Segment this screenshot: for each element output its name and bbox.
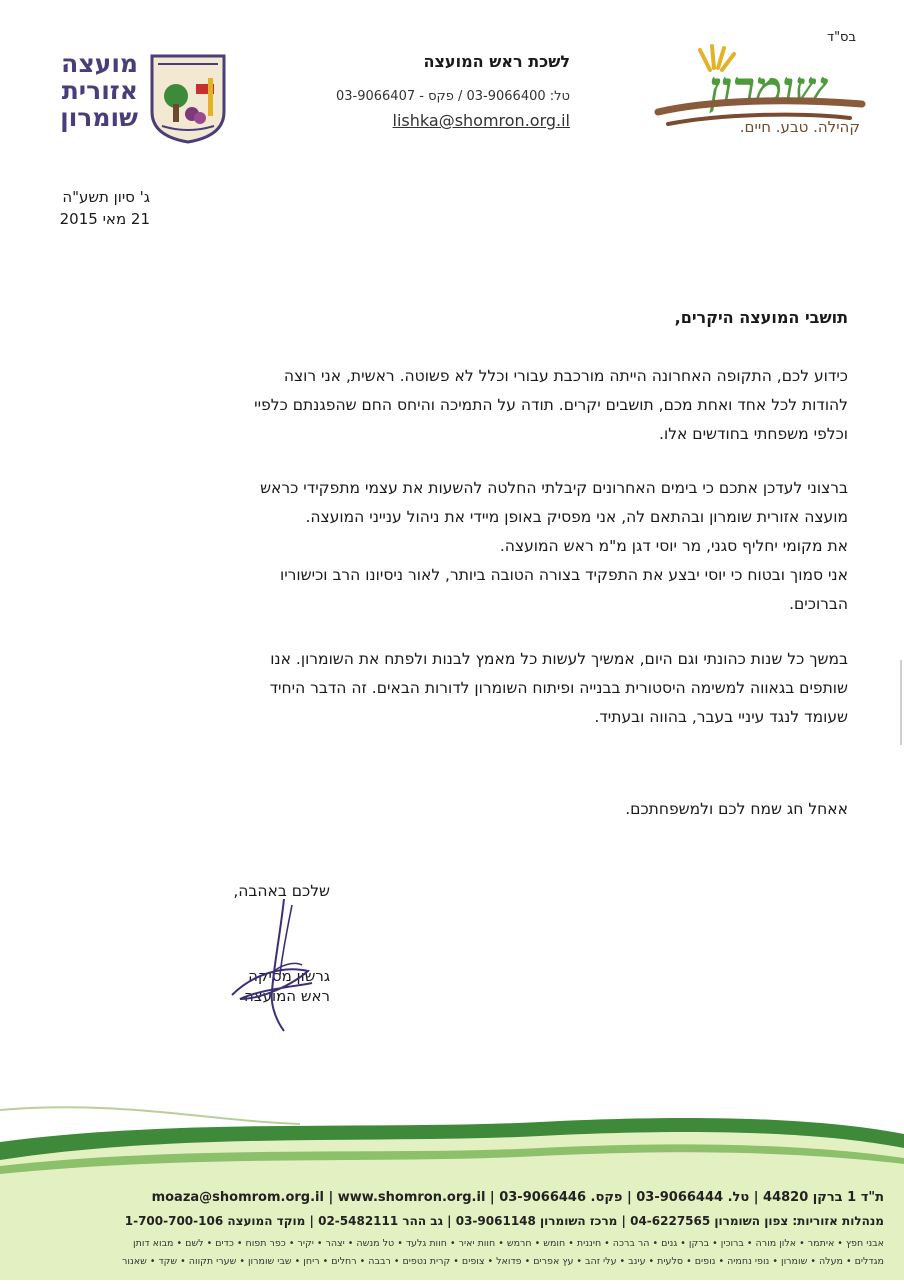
footer-settlements-2: מגדלים • מעלה • שומרון • נופי נחמיה • נופים • סלעית • עינב • עלי זהב • עץ אפרים • פדואל • צופים • קרית נטפים • רבבה • רחלים • ריחן • שבי שומרון • שערי תקווה • שקד • שאנור — [122, 1256, 884, 1267]
logo-wordmark: שומרון — [709, 61, 827, 115]
hebrew-date: ג' סיון תשע"ה — [62, 188, 150, 206]
office-block — [320, 52, 570, 130]
paragraph-1 — [140, 362, 848, 449]
council-name — [38, 50, 138, 131]
closing-wish: אאחל חג שמח לכם ולמשפחתכם. — [625, 800, 848, 818]
signer-name: גרשון מסיקה — [248, 967, 330, 985]
logo-slogan: קהילה. טבע. חיים. — [739, 118, 860, 136]
paragraph-3 — [140, 645, 848, 732]
paragraph-line: במשך כל שנות כהונתי וגם היום, אמשיך לעשות כל מאמץ לבנות ולפתח את השומרון. אנו — [270, 650, 848, 668]
paragraph-line: להודות לכל אחד ואחת מכם, תושבים יקרים. תודה על התמיכה והיחס החם שהפגנתם כלפיי — [254, 396, 848, 414]
council-name-line-2: אזורית — [61, 76, 138, 105]
paragraph-line: את מקומי יחליף סגני, מר יוסי דגן מ"מ ראש המועצה. — [499, 537, 848, 555]
handwritten-signature — [222, 895, 322, 1035]
paragraph-line: שעומד לנגד עיניי בעבר, בהווה ובעתיד. — [594, 708, 848, 726]
office-title: לשכת ראש המועצה — [423, 52, 570, 71]
paragraph-2 — [140, 474, 848, 619]
office-email-link[interactable]: lishka@shomron.org.il — [392, 111, 570, 130]
office-phone: טל: 03-9066400 / פקס - 03-9066407 — [335, 89, 570, 104]
page-edge-line — [900, 660, 902, 745]
paragraph-line: ברצוני לעדכן אתכם כי בימים האחרונים קיבלתי החלטה להשעות את עצמי מתפקידי כראש — [260, 479, 848, 497]
council-name-line-3: שומרון — [60, 103, 138, 132]
paragraph-line: וכלפי משפחתי בחודשים אלו. — [659, 425, 848, 443]
footer-regional-offices: מנהלות אזוריות: צפון השומרון 04-6227565 | מרכז השומרון 03-9061148 | גב ההר 02-5482111 | מוקד המועצה 1-700-700-106 — [124, 1214, 884, 1228]
council-emblem — [148, 52, 228, 144]
paragraph-line: אני סמוך ובטוח כי יוסי יבצע את התפקיד בצורה הטובה ביותר, לאור ניסיונו הרב וכישוריו — [279, 566, 848, 584]
letter-greeting: תושבי המועצה היקרים, — [674, 308, 848, 327]
footer-contact-line: ת"ד 1 ברקן 44820 | טל. 03-9066444 | פקס. 03-9066446 | moaza@shomrom.org.il | www.shomron.org.il — [151, 1190, 884, 1205]
paragraph-line: שותפים בגאווה למשימה היסטורית בבנייה ופיתוח השומרון לדורות הבאים. זה הדבר היחיד — [269, 679, 848, 697]
gregorian-date: 21 מאי 2015 — [59, 210, 150, 228]
paragraph-line: הברוכים. — [789, 595, 848, 613]
paragraph-line: כידוע לכם, התקופה האחרונה הייתה מורכבת עבורי וכלל לא פשוטה. ראשית, אני רוצה — [283, 367, 848, 385]
council-name-line-1: מועצה — [61, 49, 138, 78]
letter-date — [40, 186, 150, 230]
sign-off: שלכם באהבה, — [233, 882, 330, 900]
paragraph-line: מועצה אזורית שומרון ובהתאם לה, אני מפסיק באופן מיידי את ניהול ענייני המועצה. — [305, 508, 848, 526]
footer-settlements-1: אבני חפץ • איתמר • אלון מורה • ברוכין • ברקן • גנים • הר ברכה • חיננית • חומש • חרמש • חוות יאיר • חוות גלעד • טל מנשה • יצהר • יקיר • כפר תפוח • כדים • לשם • מבוא דותן — [133, 1238, 884, 1249]
bsd-heading: בס"ד — [826, 30, 856, 45]
signer-title: ראש המועצה — [243, 987, 330, 1005]
